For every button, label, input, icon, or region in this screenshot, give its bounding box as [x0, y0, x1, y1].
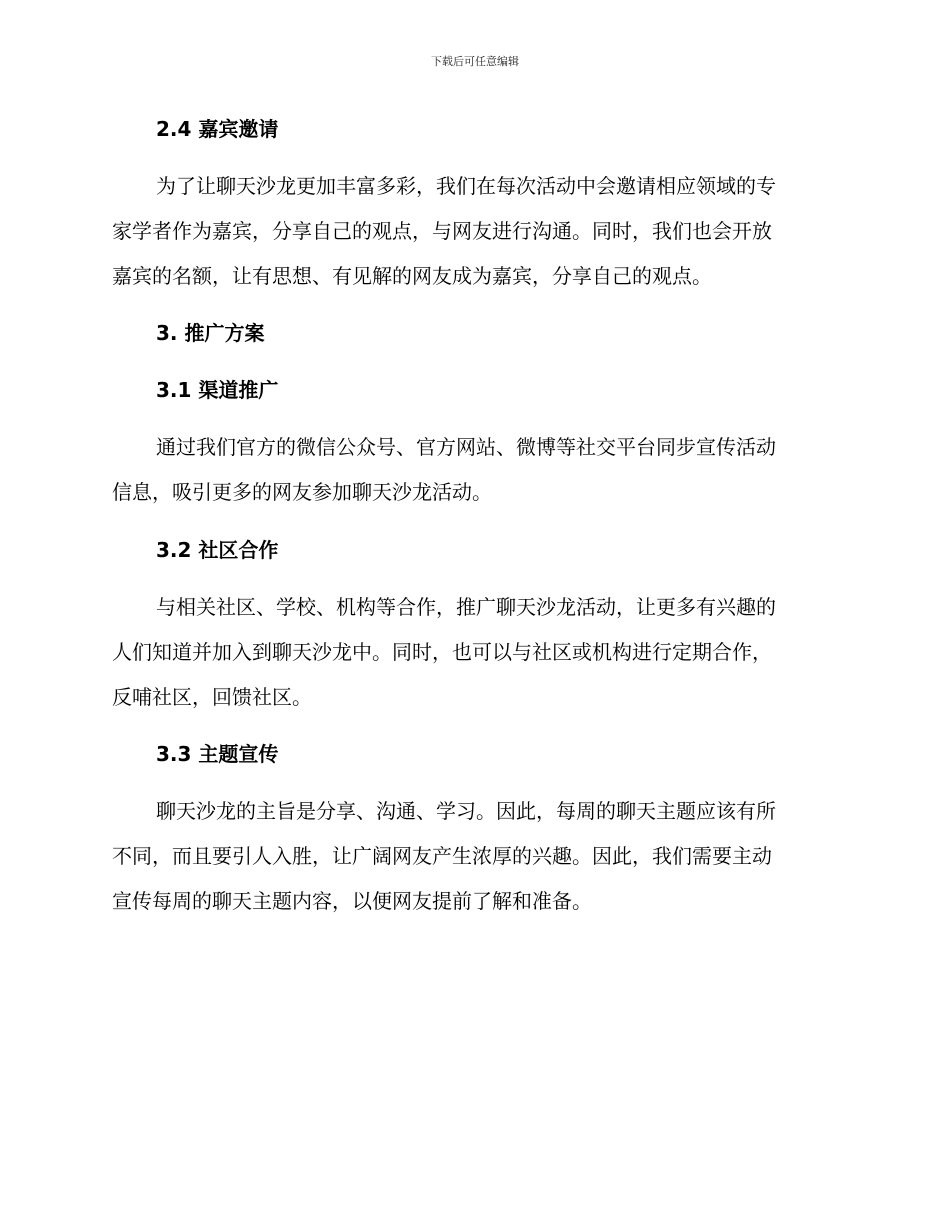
heading-3-2-community-cooperation: 3.2 社区合作 [156, 538, 279, 562]
heading-3-promotion-plan: 3. 推广方案 [156, 321, 265, 345]
paragraph-line: 嘉宾的名额，让有思想、有见解的网友成为嘉宾，分享自己的观点。 [112, 264, 712, 288]
paragraph-guest-invitation [112, 164, 832, 299]
paragraph-line: 人们知道并加入到聊天沙龙中。同时，也可以与社区或机构进行定期合作， [112, 640, 772, 664]
paragraph-line: 聊天沙龙的主旨是分享、沟通、学习。因此，每周的聊天主题应该有所 [156, 799, 776, 823]
paragraph-line: 通过我们官方的微信公众号、官方网站、微博等社交平台同步宣传活动 [156, 435, 776, 459]
paragraph-theme-promotion [112, 789, 832, 924]
paragraph-line: 信息，吸引更多的网友参加聊天沙龙活动。 [112, 480, 492, 504]
paragraph-community-cooperation [112, 585, 832, 720]
heading-2-4-guest-invitation: 2.4 嘉宾邀请 [156, 117, 279, 141]
heading-3-1-channel-promotion: 3.1 渠道推广 [156, 378, 279, 402]
paragraph-line: 反哺社区，回馈社区。 [112, 685, 312, 709]
paragraph-line: 家学者作为嘉宾，分享自己的观点，与网友进行沟通。同时，我们也会开放 [112, 219, 772, 243]
paragraph-line: 宣传每周的聊天主题内容，以便网友提前了解和准备。 [112, 889, 592, 913]
paragraph-line: 与相关社区、学校、机构等合作，推广聊天沙龙活动，让更多有兴趣的 [156, 595, 776, 619]
page-header: 下载后可任意编辑 [431, 55, 519, 68]
paragraph-line: 不同，而且要引人入胜，让广阔网友产生浓厚的兴趣。因此，我们需要主动 [112, 844, 772, 868]
heading-3-3-theme-promotion: 3.3 主题宣传 [156, 742, 279, 766]
paragraph-channel-promotion [112, 425, 832, 515]
paragraph-line: 为了让聊天沙龙更加丰富多彩，我们在每次活动中会邀请相应领域的专 [156, 174, 776, 198]
